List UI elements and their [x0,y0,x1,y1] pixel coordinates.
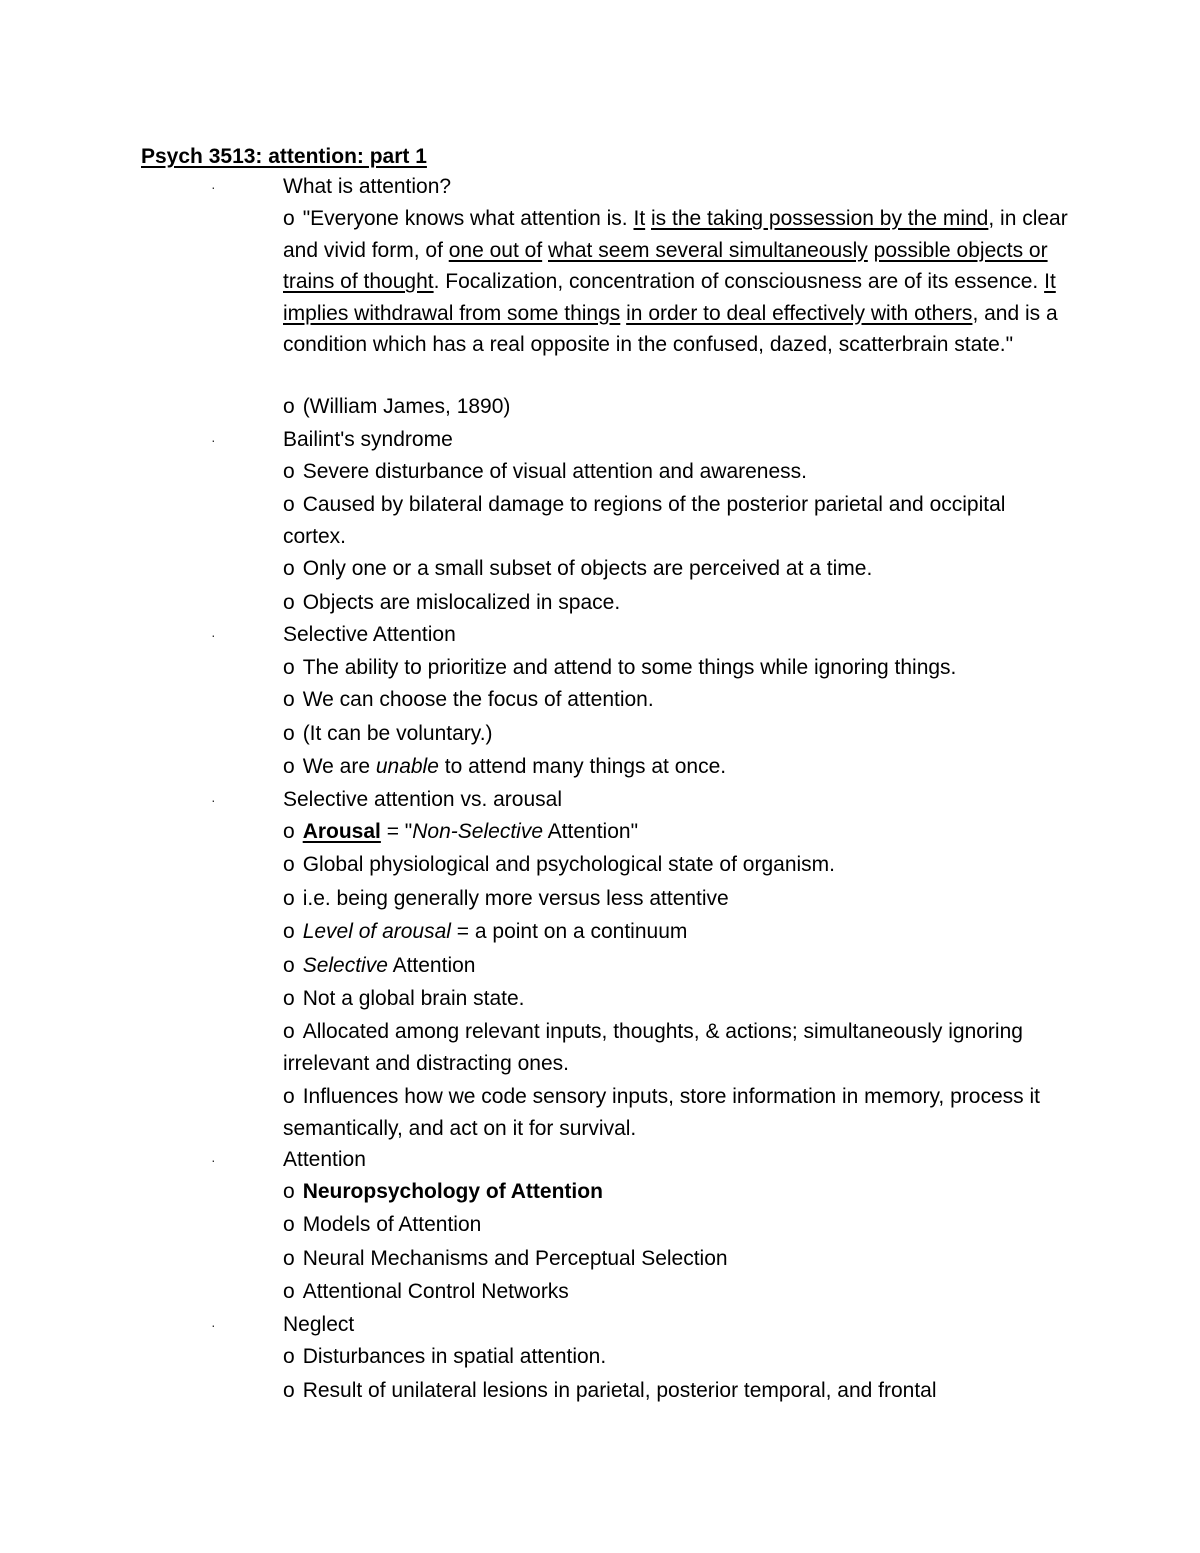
section-heading: Neglect [283,1313,355,1336]
list-marker: o [283,656,295,679]
bullet-marker: · [211,627,216,643]
list-marker: o [283,1213,295,1236]
list-item: o Only one or a small subset of objects are perceived at a time. [283,557,873,580]
list-item: o Neuropsychology of Attention [283,1180,603,1203]
list-item: o We can choose the focus of attention. [283,688,654,711]
bullet-marker: · [211,179,216,195]
list-marker: o [283,1020,295,1043]
bullet-marker: · [211,1317,216,1333]
list-marker: o [283,1280,295,1303]
list-item: o Result of unilateral lesions in parietal, posterior temporal, and frontal [283,1379,937,1402]
citation: (William James, 1890) [302,395,511,418]
list-item: o (It can be voluntary.) [283,722,493,745]
list-marker: o [283,1180,295,1203]
list-marker: o [283,1085,295,1108]
list-item: o Not a global brain state. [283,987,525,1010]
list-marker: o [283,853,295,876]
document-title: Psych 3513: attention: part 1 [141,145,427,168]
term-arousal: Arousal [302,820,381,843]
list-marker: o [283,460,295,483]
list-marker: o [283,493,295,516]
bullet-marker: · [211,432,216,448]
list-marker: o [283,1379,295,1402]
list-marker: o [283,755,295,778]
james-quote: o "Everyone knows what attention is. It is the taking possession by the mind, in clear and vivid form, of one out of what seem several simultaneously possible objects or trains of thought. Focalization, concentration of consciousness are of its essence. It implies withdrawal from some things in order to deal effectively with others, and is a condition which has a real opposite in the confused, dazed, scatterbrain state." [283,207,1068,356]
list-item: o Influences how we code sensory inputs, store information in memory, process it semantically, and act on it for survival. [283,1085,1040,1140]
list-item: o Arousal = "Non-Selective Attention" [283,820,639,843]
list-item: o Severe disturbance of visual attention and awareness. [283,460,807,483]
list-marker: o [283,920,295,943]
list-item: o Attentional Control Networks [283,1280,569,1303]
list-marker: o [283,987,295,1010]
list-item: o i.e. being generally more versus less attentive [283,887,729,910]
list-marker: o [283,820,295,843]
list-item: o Objects are mislocalized in space. [283,591,621,614]
list-marker: o [283,395,295,418]
bullet-marker: · [211,1152,216,1168]
list-marker: o [283,591,295,614]
list-marker: o [283,557,295,580]
list-marker: o [283,1247,295,1270]
list-marker: o [283,207,295,230]
list-item: o The ability to prioritize and attend to some things while ignoring things. [283,656,957,679]
section-heading: Attention [283,1148,366,1171]
section-heading: Selective attention vs. arousal [283,788,562,811]
list-item: o Neural Mechanisms and Perceptual Selection [283,1247,728,1270]
list-item: o We are unable to attend many things at once. [283,755,727,778]
list-marker: o [283,887,295,910]
list-item: o Level of arousal = a point on a continuum [283,920,688,943]
section-heading: What is attention? [283,175,452,198]
list-item: o Disturbances in spatial attention. [283,1345,607,1368]
list-marker: o [283,1345,295,1368]
list-item: o Models of Attention [283,1213,482,1236]
section-heading: Selective Attention [283,623,456,646]
list-item [283,391,1073,423]
list-marker: o [283,688,295,711]
list-item: o Allocated among relevant inputs, thoughts, & actions; simultaneously ignoring irrelevant and distracting ones. [283,1020,1023,1075]
list-marker: o [283,722,295,745]
list-item: o Selective Attention [283,954,476,977]
bullet-marker: · [211,792,216,808]
list-item: o Caused by bilateral damage to regions of the posterior parietal and occipital cortex. [283,493,1006,548]
list-item: o Global physiological and psychological state of organism. [283,853,835,876]
section-heading: Bailint's syndrome [283,428,453,451]
list-marker: o [283,954,295,977]
